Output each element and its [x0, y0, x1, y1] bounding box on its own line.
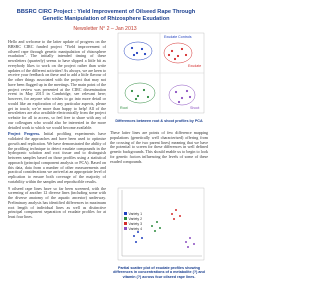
varieties-paragraph: 9 oilseed rape lines have so far been screened, with the screening of another 12 diverse lines (including some with the diverse anatomy of the aquatic ancestor) underway. Preliminary analysis has identified differences in maximum root length of individual lines as well as distinctive principal component separation of exudate profiles for at least four lines. — [8, 185, 106, 219]
pca-point — [133, 54, 135, 56]
legend-variety-4 — [124, 227, 142, 231]
legend-label-variety-1: Variety 1 — [128, 212, 143, 216]
project-progress-heading: Project Progress. — [8, 131, 41, 137]
scatter-point — [133, 235, 135, 237]
scatter-point — [156, 221, 158, 223]
pca-point — [144, 53, 146, 55]
legend-label-exudate-controls: Exudate Controls — [164, 35, 192, 39]
pca-point — [177, 55, 179, 57]
scatter-point — [159, 227, 161, 229]
legend-swatch-variety-3 — [124, 222, 127, 225]
scatter-point — [137, 231, 139, 233]
pca-point — [131, 90, 133, 92]
legend-variety-1 — [124, 212, 142, 216]
legend-swatch-variety-2 — [124, 217, 127, 220]
scatter-point — [175, 209, 177, 211]
pca-point — [147, 96, 149, 98]
pca-point — [168, 54, 170, 56]
pca-point — [186, 90, 188, 92]
scatter-point — [179, 215, 181, 217]
pca-point — [189, 96, 191, 98]
scatter-point — [173, 218, 175, 220]
pca-point — [135, 98, 137, 100]
pca-point — [137, 95, 139, 97]
legend-swatch-variety-1 — [124, 212, 127, 215]
pca-point — [143, 89, 145, 91]
scatter-point — [193, 243, 195, 245]
scatter-point — [189, 237, 191, 239]
scatter-point — [151, 225, 153, 227]
scatter-point — [135, 241, 137, 243]
legend-label-root: Root — [120, 106, 128, 110]
pca-point — [181, 97, 183, 99]
scatter-point — [185, 241, 187, 243]
scatter-point — [187, 246, 189, 248]
page-title: BBSRC CIRC Project : Yield Improvement of Oilseed Rape Through Genetic Manipulation of Rhizosphere Exudation — [16, 9, 196, 22]
scatter-point — [171, 213, 173, 215]
scatter-point — [154, 230, 156, 232]
pca-point — [185, 54, 187, 56]
project-progress-paragraph — [8, 132, 106, 184]
legend-label-exudate: Exudate — [188, 64, 202, 68]
pca-point — [175, 91, 177, 93]
pca-point — [141, 48, 143, 50]
right-paragraph: These latter lines are points of few difference mapping populations (genetically well characterised) offering from the crossing of the two parent lines) meaning that we have the potential to screen for these differences in well defined genetic backgrounds. This should enable us to begin to look for genetic factors influencing the levels of some of these exuded compounds. — [110, 130, 208, 164]
scatter-point — [141, 237, 143, 239]
legend-variety-3 — [124, 222, 142, 226]
legend-label-variety-4: Variety 4 — [128, 227, 143, 231]
legend-label-variety-3: Variety 3 — [128, 222, 143, 226]
pca-point — [174, 58, 176, 60]
pca-figure — [112, 31, 206, 117]
pca-point — [181, 48, 183, 50]
legend-label-shoot: Shoot — [190, 106, 200, 110]
pca-point — [136, 52, 138, 54]
pca-point — [171, 50, 173, 52]
exudate-scatter-caption: Partial scatter plot of exudate profiles showing differences in concentrations of a metabolite (?) and vitamin (?) across four oilseed rape lines. — [113, 266, 205, 279]
pca-point — [131, 47, 133, 49]
legend-swatch-variety-4 — [124, 227, 127, 230]
project-progress-text: Initial profiling experiments have validated the approaches and have been used to optimise growth and replication. We have demonstrated the ability of the profiling technique to detect exudate compounds in the hydroponic solution and root tissue and to distinguish between samples based on those profiles using a statistical approach (principal component analysis or PCA). Based on this data, data from a number of other measurements and practical considerations we arrived at an appropriate level of replication to ensure both coverage of the majority of variability within the samples and reproducible results. — [8, 131, 106, 184]
pca-point — [178, 101, 180, 103]
legend-variety-2 — [124, 217, 142, 221]
newsletter-number: Newsletter N° 2 – Jan 2013 — [73, 26, 137, 32]
pca-figure-caption: Differences between root & shoot profiles by PCA — [115, 119, 203, 123]
left-column — [8, 40, 106, 296]
legend-label-variety-2: Variety 2 — [128, 217, 143, 221]
intro-paragraph: Hello and welcome to the latter update of progress on the BBSRC CIRC funded project "Yield improvement of oilseed rape through genetic manipulation of rhizosphere exudation". The initially intended timing of these newsletters (quarterly) seems to have slipped a little bit as everybody likes to work on the project rather than write updates of the different activities! As always, we are keen to receive your feedback on these and to add a little flavour of the other things associated with the project that may not have been flagged up in the meetings. The main point of the project review was presented at the CIRC dissemination event in May 2013 in Cambridge, see relevant here; however, for anyone who wishes to go into more detail or would like an exploration of any particular aspects, please get in touch; we’re more than happy to help! All of the newsletters are also available electronically from the project website for all to access, so feel free to share with any of our colleagues who would also be interested in the more detailed work to which we would become available. — [8, 40, 106, 130]
